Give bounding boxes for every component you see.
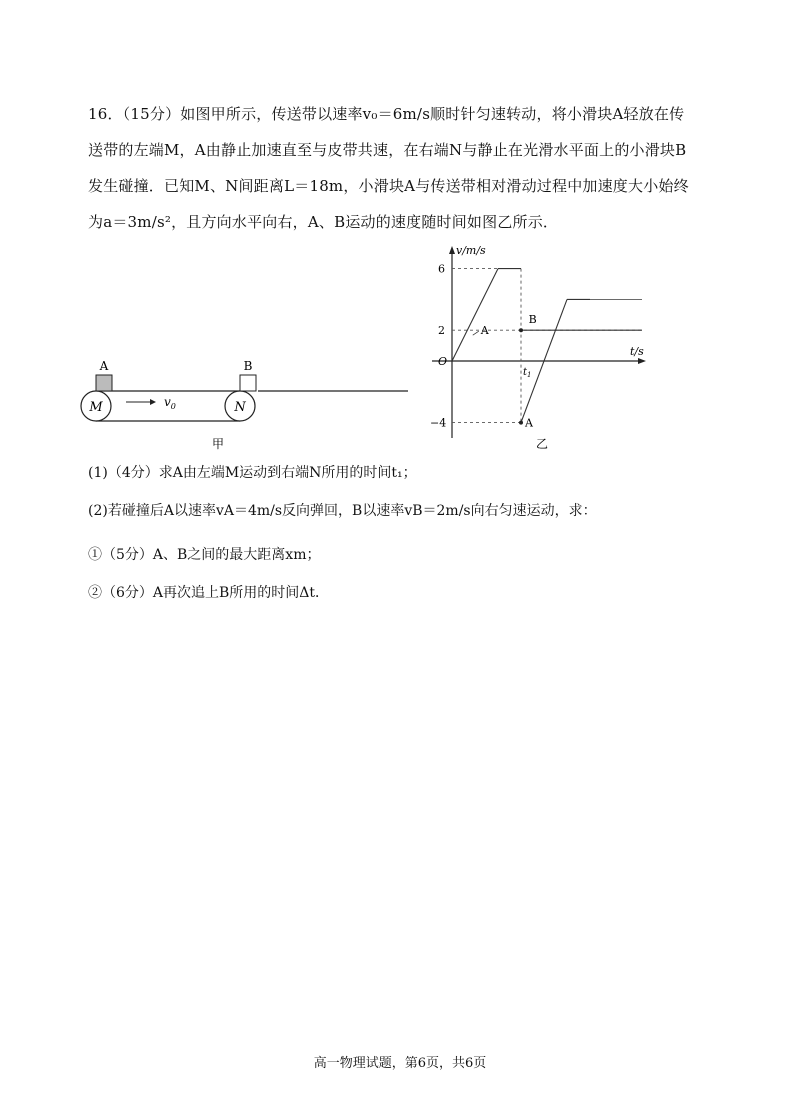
series-a-point	[519, 421, 523, 425]
question-1: (1)（4分）求A由左端M运动到右端N所用的时间t₁；	[88, 465, 417, 481]
problem-line-3: 发生碰撞．已知M、N间距离L＝18m，小滑块A与传送带相对滑动过程中加速度大小始终	[88, 177, 689, 195]
y-tick-label: 6	[438, 262, 445, 276]
series-a-segment	[452, 269, 498, 361]
arrowhead-icon	[150, 399, 156, 405]
figure-yi-caption: 乙	[535, 437, 549, 451]
problem-number: 16．（15分）	[88, 105, 181, 123]
page-footer: 高一物理试题，第6页，共6页	[313, 1056, 487, 1071]
x-axis-arrow-icon	[638, 358, 646, 364]
origin-label: O	[438, 355, 448, 368]
pulley-m-label: M	[89, 400, 103, 415]
y-axis-label: v/m/s	[456, 244, 486, 257]
x-marker-label: $t_1$	[523, 367, 532, 379]
block-b-label: B	[243, 359, 253, 373]
x-axis-label: t/s	[630, 345, 644, 358]
block-a	[96, 375, 112, 391]
question-2-2: ②（6分）A再次追上B所用的时间Δt．	[88, 585, 330, 601]
series-b-point	[519, 328, 523, 332]
y-tick-label: 2	[438, 324, 445, 338]
problem-line-1: 16．（15分）如图甲所示，传送带以速率v₀＝6m/s顺时针匀速转动，将小滑块A轻放在传	[88, 105, 685, 123]
y-axis-arrow-icon	[449, 246, 455, 254]
y-tick-label: −4	[430, 416, 447, 430]
block-b	[240, 375, 256, 391]
figure-conveyor	[78, 356, 418, 456]
pulley-n-label: N	[234, 400, 246, 415]
figure-vt-graph	[424, 242, 654, 452]
question-2-1: ①（5分）A、B之间的最大距离xm；	[88, 547, 321, 563]
series-b-label: B	[528, 312, 537, 326]
velocity-label: $v_0$	[164, 395, 176, 411]
question-2: (2)若碰撞后A以速率vA＝4m/s反向弹回，B以速率vB＝2m/s向右匀速运动，求：	[88, 503, 597, 519]
figure-jia-caption: 甲	[211, 437, 225, 451]
problem-line-4: 为a＝3m/s²，且方向水平向右，A、B运动的速度随时间如图乙所示．	[88, 213, 559, 231]
series-a-leader	[473, 331, 479, 335]
series-a-label: A	[480, 324, 489, 338]
problem-line-2: 送带的左端M，A由静止加速直至与皮带共速，在右端N与静止在光滑水平面上的小滑块B	[88, 141, 687, 159]
series-a-collision-label: A	[525, 416, 533, 430]
block-a-label: A	[99, 359, 109, 373]
